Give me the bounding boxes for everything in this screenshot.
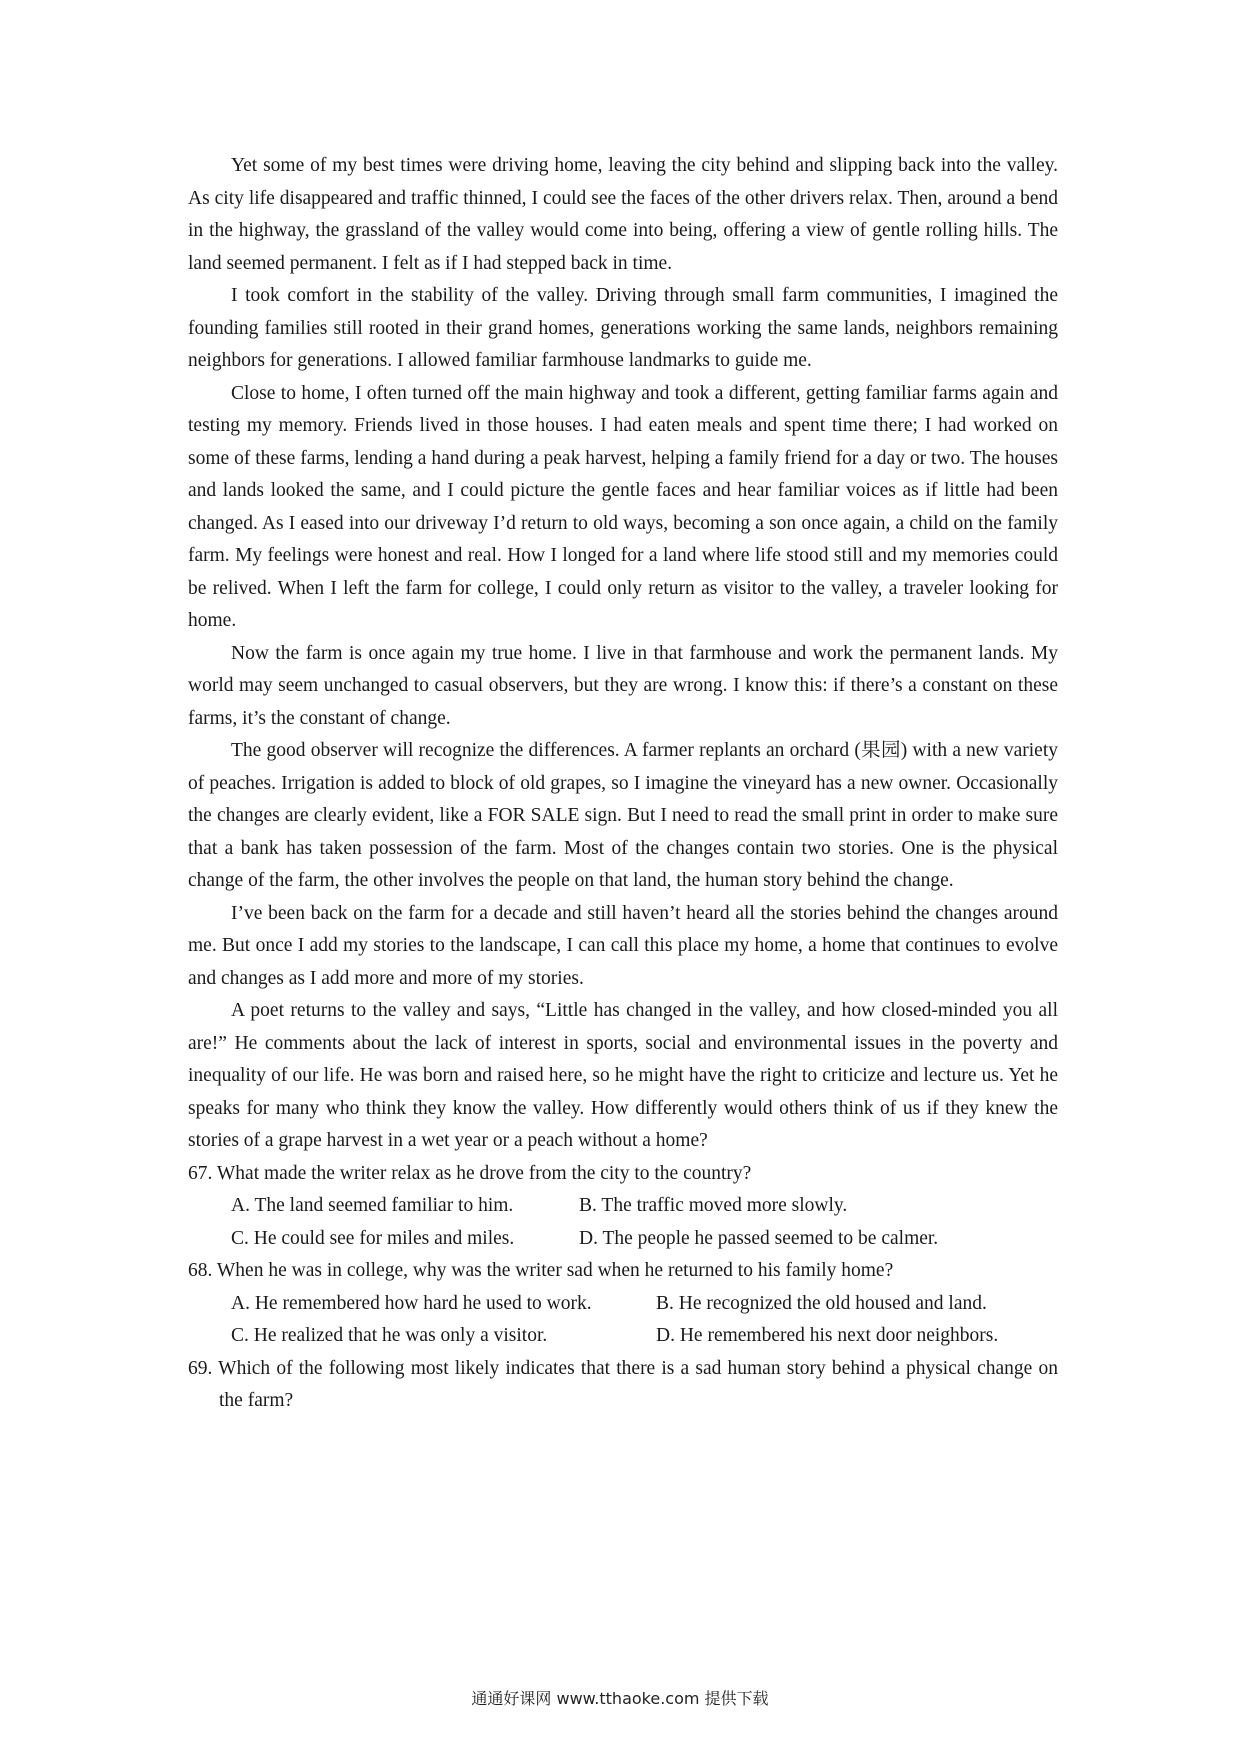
question-68-option-d: D. He remembered his next door neighbors. xyxy=(656,1325,999,1346)
question-69-stem: 69. Which of the following most likely indicates that there is a sad human story behind a physical change on the farm? xyxy=(188,1357,1058,1411)
question-67-option-c: C. He could see for miles and miles. xyxy=(231,1227,515,1249)
passage-paragraph-2: I took comfort in the stability of the valley. Driving through small farm communities, I imagined the founding families still rooted in their grand homes, generations working the same lands, neighbors remaining neighbors for generations. I allowed familiar farmhouse landmarks to guide me. xyxy=(188,285,1058,371)
question-68-option-c: C. He realized that he was only a visitor. xyxy=(231,1325,548,1346)
question-68-option-b: B. He recognized the old housed and land. xyxy=(656,1292,987,1314)
question-67 xyxy=(188,1158,1058,1256)
passage-paragraph-7: A poet returns to the valley and says, “Little has changed in the valley, and how closed-minded you all are!” He comments about the lack of interest in sports, social and environmental issues in the poverty and inequality of our life. He was born and raised here, so he might have the right to criticize and lecture us. Yet he speaks for many who think they know the valley. How differently would others think of us if they knew the stories of a grape harvest in a wet year or a peach without a home? xyxy=(188,1000,1058,1151)
question-67-options-row-2 xyxy=(188,1223,1058,1256)
question-69 xyxy=(188,1353,1058,1418)
passage-paragraph-5: The good observer will recognize the differences. A farmer replants an orchard (果园) with a new variety of peaches. Irrigation is added to block of old grapes, so I imagine the vineyard has a new owner. Occasionally the changes are clearly evident, like a FOR SALE sign. But I need to read the small print in order to make sure that a bank has taken possession of the farm. Most of the changes contain two stories. One is the physical change of the farm, the other involves the people on that land, the human story behind the change. xyxy=(188,740,1058,891)
page-footer: 通通好课网 www.tthaoke.com 提供下载 xyxy=(471,1689,769,1708)
question-68-stem: 68. When he was in college, why was the writer sad when he returned to his family home? xyxy=(188,1260,894,1281)
question-68-options-row-1 xyxy=(188,1288,1058,1321)
question-67-option-d: D. The people he passed seemed to be calmer. xyxy=(579,1227,939,1249)
passage-paragraph-3: Close to home, I often turned off the main highway and took a different, getting familiar farms again and testing my memory. Friends lived in those houses. I had eaten meals and spent time there; I had worked on some of these farms, lending a hand during a peak harvest, helping a family friend for a day or two. The houses and lands looked the same, and I could picture the gentle faces and hear familiar voices as if little had been changed. As I eased into our driveway I’d return to old ways, becoming a son once again, a child on the family farm. My feelings were honest and real. How I longed for a land where life stood still and my memories could be relived. When I left the farm for college, I could only return as visitor to the valley, a traveler looking for home. xyxy=(188,382,1058,631)
passage-paragraph-4: Now the farm is once again my true home. I live in that farmhouse and work the permanent lands. My world may seem unchanged to casual observers, but they are wrong. I know this: if there’s a constant on these farms, it’s the constant of change. xyxy=(188,642,1058,729)
document-page xyxy=(188,150,1058,1418)
question-68-option-a: A. He remembered how hard he used to work. xyxy=(231,1292,592,1314)
question-67-option-b: B. The traffic moved more slowly. xyxy=(579,1195,848,1216)
question-68-options-row-2 xyxy=(188,1320,1058,1353)
question-67-options-row-1 xyxy=(188,1190,1058,1223)
question-67-option-a: A. The land seemed familiar to him. xyxy=(231,1195,514,1216)
passage-paragraph-6: I’ve been back on the farm for a decade and still haven’t heard all the stories behind the changes around me. But once I add my stories to the landscape, I can call this place my home, a home that continues to evolve and changes as I add more and more of my stories. xyxy=(188,902,1058,989)
passage-paragraph-1: Yet some of my best times were driving home, leaving the city behind and slipping back into the valley. As city life disappeared and traffic thinned, I could see the faces of the other drivers relax. Then, around a bend in the highway, the grassland of the valley would come into being, offering a view of gentle rolling hills. The land seemed permanent. I felt as if I had stepped back in time. xyxy=(188,155,1058,274)
question-68 xyxy=(188,1255,1058,1353)
question-67-stem: 67. What made the writer relax as he drove from the city to the country? xyxy=(188,1162,752,1184)
